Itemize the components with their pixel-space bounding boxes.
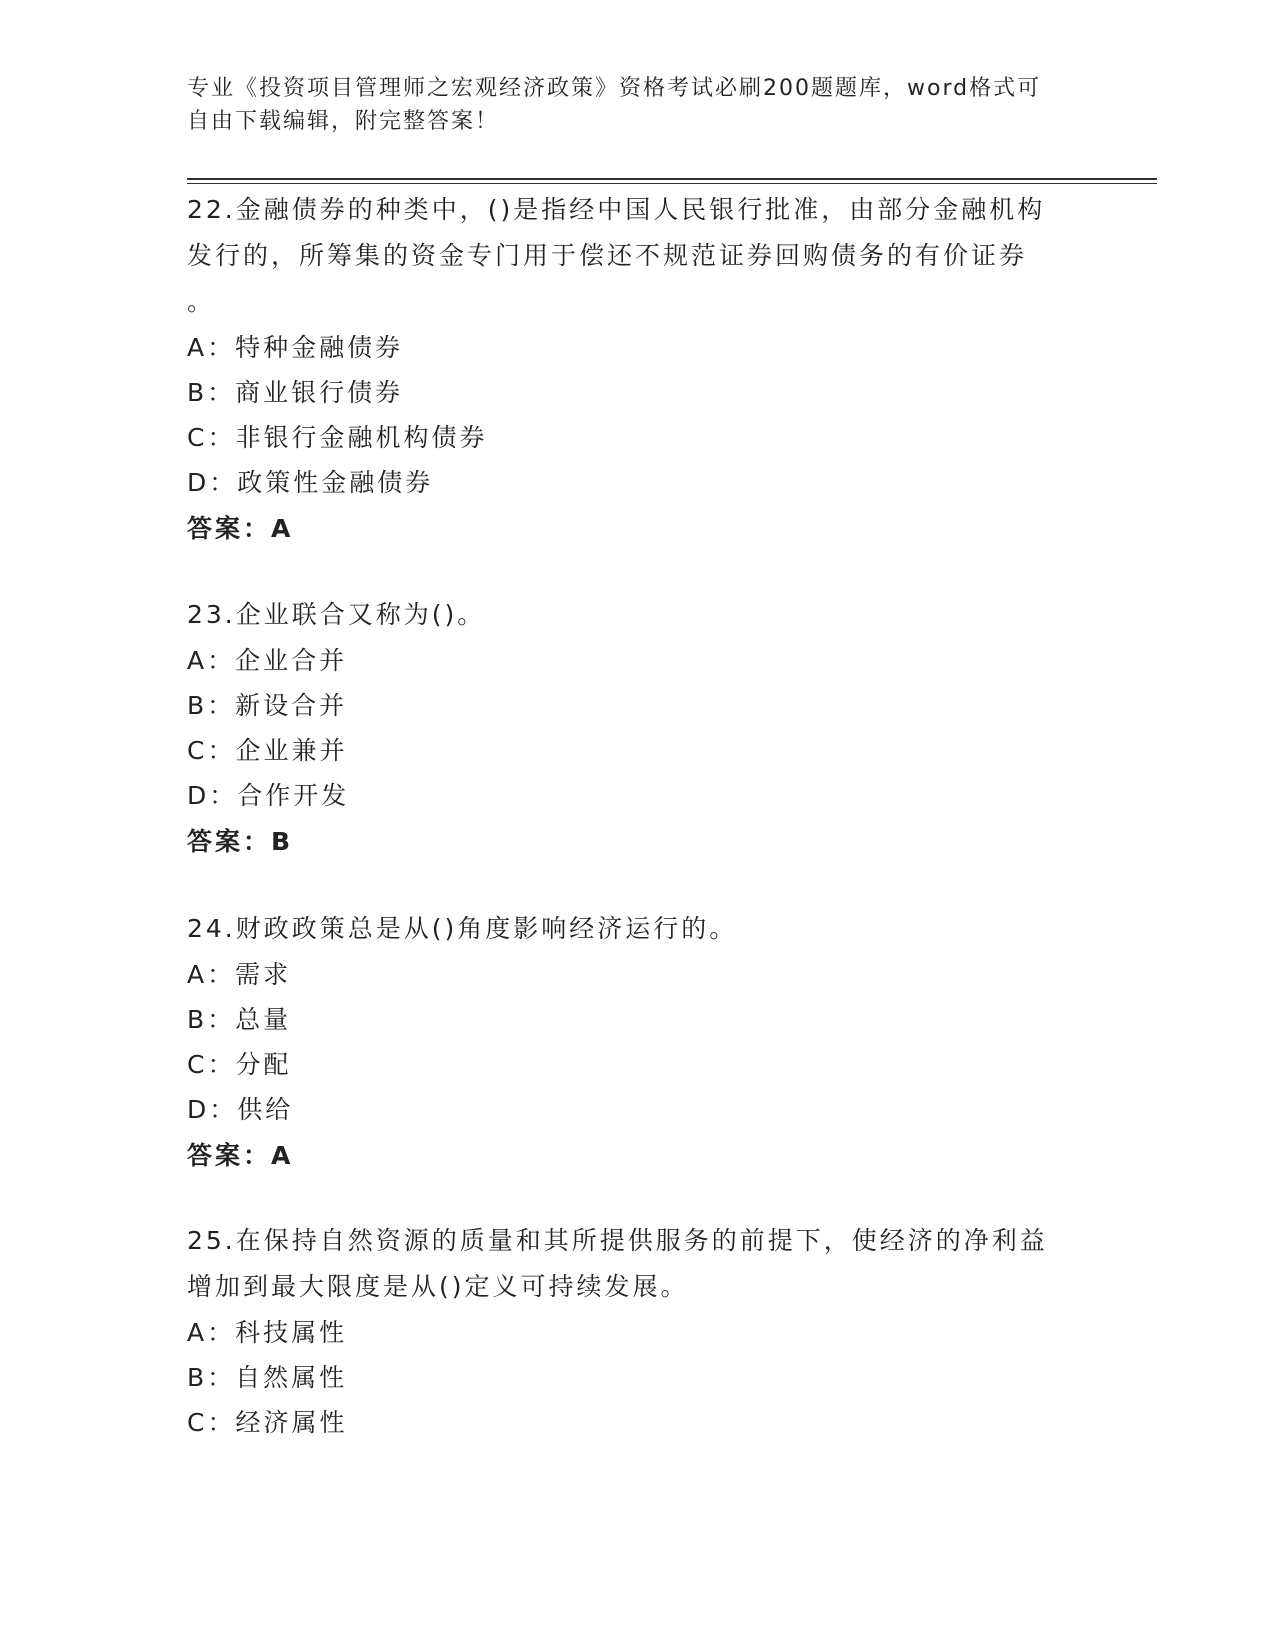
header-divider-thick (187, 178, 1157, 180)
option-a: A：需求 (187, 960, 292, 989)
question-stem-line: 24.财政政策总是从()角度影响经济运行的。 (187, 914, 738, 943)
option-a: A：企业合并 (187, 646, 348, 675)
option-a: A：特种金融债券 (187, 333, 404, 362)
question-stem-line: 增加到最大限度是从()定义可持续发展。 (187, 1272, 689, 1301)
option-c: C：非银行金融机构债券 (187, 423, 488, 452)
option-c: C：分配 (187, 1050, 292, 1079)
option-c: C：经济属性 (187, 1408, 348, 1437)
question-stem-line: 发行的，所筹集的资金专门用于偿还不规范证券回购债务的有价证券 (187, 241, 1028, 270)
option-b: B：新设合并 (187, 691, 348, 720)
option-b: B：总量 (187, 1005, 292, 1034)
question-stem-line: 。 (187, 287, 216, 316)
document-header (187, 72, 1067, 138)
question-24 (187, 906, 1087, 1180)
option-c: C：企业兼并 (187, 736, 348, 765)
option-a: A：科技属性 (187, 1318, 348, 1347)
option-d: D：合作开发 (187, 781, 350, 810)
question-stem-line: 23.企业联合又称为()。 (187, 600, 486, 629)
question-stem-line: 25.在保持自然资源的质量和其所提供服务的前提下，使经济的净利益 (187, 1226, 1048, 1255)
option-b: B：商业银行债券 (187, 378, 404, 407)
answer: 答案：B (187, 827, 294, 856)
question-stem-line: 22.金融债券的种类中，()是指经中国人民银行批准，由部分金融机构 (187, 195, 1046, 224)
question-25 (187, 1218, 1087, 1445)
option-d: D：供给 (187, 1095, 294, 1124)
question-23 (187, 592, 1087, 866)
header-line-2: 自由下载编辑，附完整答案！ (187, 109, 500, 134)
option-b: B：自然属性 (187, 1363, 348, 1392)
header-divider-thin (187, 183, 1157, 184)
question-22 (187, 187, 1087, 553)
answer: 答案：A (187, 514, 294, 543)
header-line-1: 专业《投资项目管理师之宏观经济政策》资格考试必刷200题题库，word格式可 (187, 76, 1042, 101)
option-d: D：政策性金融债券 (187, 468, 434, 497)
answer: 答案：A (187, 1141, 294, 1170)
